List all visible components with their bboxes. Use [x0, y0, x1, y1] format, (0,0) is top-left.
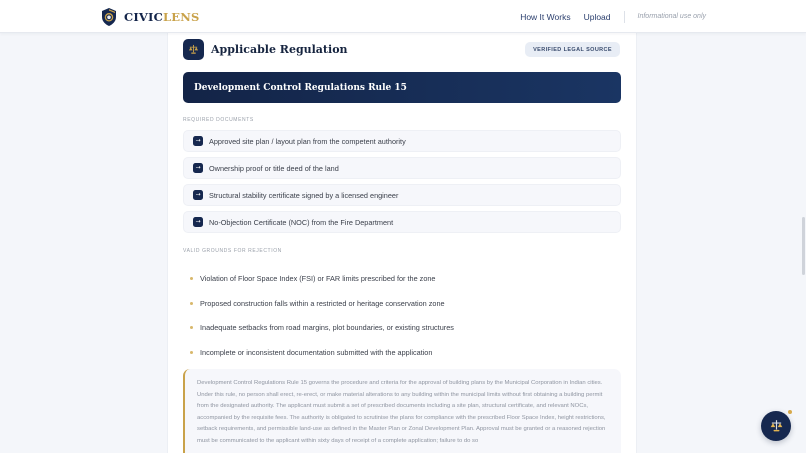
nav-upload[interactable]: Upload: [583, 11, 611, 22]
assistant-fab-button[interactable]: [761, 411, 791, 441]
document-text: Structural stability certificate signed by a licensed engineer: [209, 190, 399, 200]
regulation-summary: [183, 369, 621, 453]
brand-logo-link[interactable]: [102, 7, 199, 27]
rejection-grounds-list: [190, 266, 610, 365]
nav-how-it-works[interactable]: How It Works: [520, 11, 571, 22]
rejection-text: Proposed construction falls within a restricted or heritage conservation zone: [200, 298, 445, 308]
document-text: Ownership proof or title deed of the land: [209, 163, 339, 173]
bullet-icon: [190, 277, 193, 280]
shield-lens-icon: [102, 8, 116, 26]
card-header: [183, 39, 620, 60]
required-documents-label: REQUIRED DOCUMENTS: [183, 117, 254, 123]
verified-source-badge: VERIFIED LEGAL SOURCE: [525, 42, 620, 57]
rejection-text: Inadequate setbacks from road margins, plot boundaries, or existing structures: [200, 323, 454, 333]
document-item: [183, 211, 621, 233]
rejection-item: [190, 291, 610, 316]
notification-dot: [788, 410, 792, 414]
rejection-text: Incomplete or inconsistent documentation submitted with the application: [200, 347, 433, 357]
scales-icon: [769, 419, 784, 433]
rejection-item: [190, 315, 610, 340]
card-title: Applicable Regulation: [211, 43, 348, 56]
scales-icon: [183, 39, 204, 60]
nav-divider: [624, 11, 625, 23]
bullet-icon: [190, 302, 193, 305]
informational-note: Informational use only: [637, 13, 706, 20]
regulation-name: Development Control Regulations Rule 15: [194, 82, 407, 93]
rejection-text: Violation of Floor Space Index (FSI) or FAR limits prescribed for the zone: [200, 273, 436, 283]
main-nav: [507, 0, 706, 33]
required-documents-list: [183, 130, 621, 238]
arrow-right-icon: →: [193, 136, 203, 146]
arrow-right-icon: →: [193, 190, 203, 200]
document-text: Approved site plan / layout plan from the competent authority: [209, 136, 406, 146]
top-navigation-bar: [0, 0, 806, 33]
arrow-right-icon: →: [193, 217, 203, 227]
regulation-banner: [183, 72, 621, 103]
document-text: No-Objection Certificate (NOC) from the Fire Department: [209, 217, 394, 227]
document-item: [183, 157, 621, 179]
document-item: [183, 130, 621, 152]
page-scrollbar[interactable]: [802, 217, 805, 275]
rejection-item: [190, 266, 610, 291]
rejection-grounds-label: VALID GROUNDS FOR REJECTION: [183, 248, 282, 254]
document-item: [183, 184, 621, 206]
summary-text: Development Control Regulations Rule 15 governs the procedure and criteria for the approval of building plans by the Municipal Corporation in Indian cities. Under this rule, no person shall erect, re-erect, or make material alterations to any building within the municipal limits without first obtaining a building permit from the designated authority. The applicant must submit a set of prescribed documents including a site plan, structural certificate, and relevant NOCs, accompanied by the requisite fees. The authority is obligated to scrutinise the plans for compliance with the prescribed Floor Space Index, height restrictions, setback requirements, and permissible land-use as defined in the Master Plan or Zonal Development Plan. Approval must be granted or a reasoned rejection must be communicated to the applicant within sixty days of receipt of a complete application; failure to do so: [197, 380, 606, 444]
regulation-card: [167, 28, 637, 453]
arrow-right-icon: →: [193, 163, 203, 173]
rejection-item: [190, 340, 610, 365]
brand-name: CIVICLENS: [124, 10, 200, 24]
bullet-icon: [190, 326, 193, 329]
bullet-icon: [190, 351, 193, 354]
